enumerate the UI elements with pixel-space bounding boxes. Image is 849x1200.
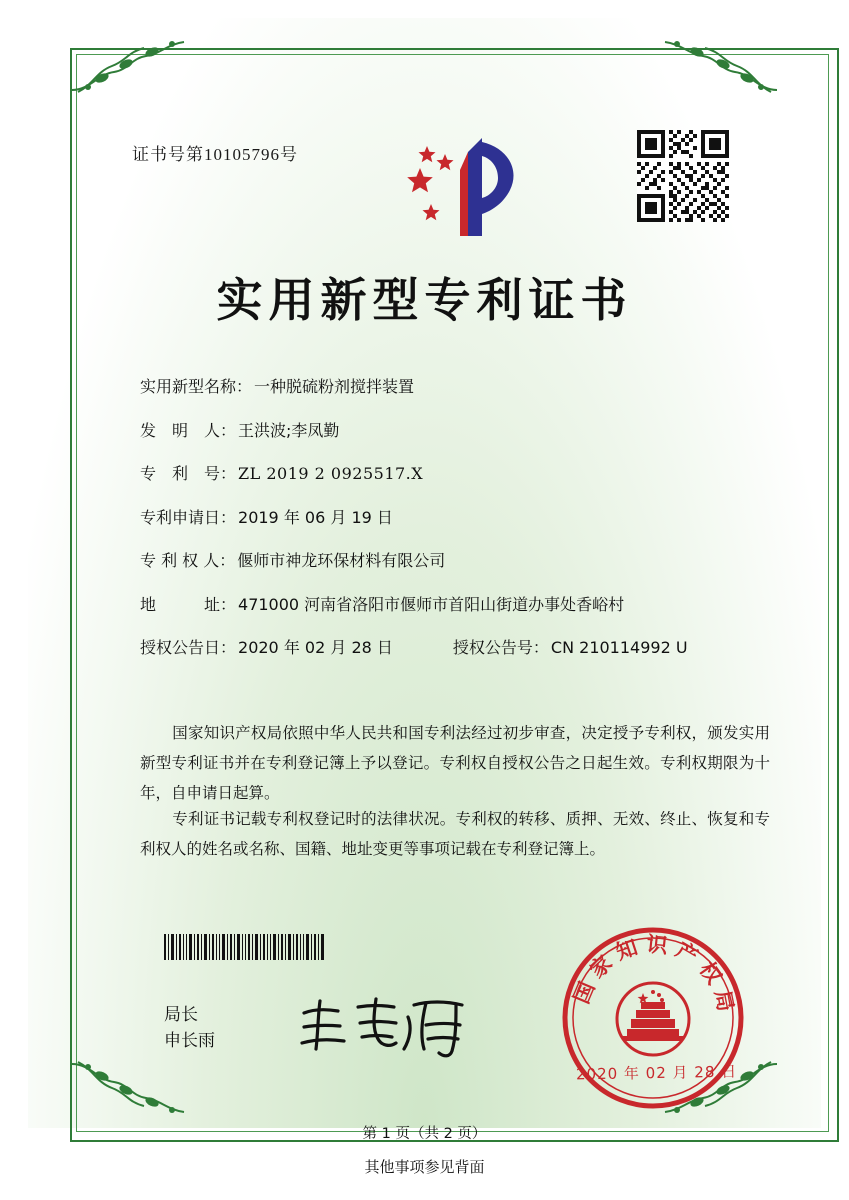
field-row-address <box>140 592 780 615</box>
field-label: 地 址： <box>140 594 237 614</box>
field-value: 2019 年 06 月 19 日 <box>238 507 393 527</box>
signature-role: 局长 <box>164 1005 198 1025</box>
signature-name: 申长雨 <box>164 1031 215 1051</box>
footer-note: 其他事项参见背面 <box>364 1158 485 1176</box>
field-label: 实用新型名称： <box>140 377 253 396</box>
field-row-application-date <box>140 505 780 528</box>
paragraph-text: 国家知识产权局依照中华人民共和国专利法经过初步审查，决定授予专利权，颁发实用新型专利证书并在专利登记簿上予以登记。专利权自授权公告之日起生效。专利权期限为十年，自申请日起算。 <box>140 724 770 802</box>
signature-block <box>164 1002 215 1054</box>
grant-number-label: 授权公告号： <box>452 638 549 657</box>
field-label: 发 明 人： <box>140 420 237 440</box>
cnipa-emblem-icon <box>398 126 538 246</box>
field-label: 专 利 权 人： <box>140 551 236 570</box>
field-value: 471000 河南省洛阳市偃师市首阳山街道办事处香峪村 <box>238 594 625 614</box>
seal-date: 2020 年 02 月 28 日 <box>575 1062 738 1084</box>
page-title: 实用新型专利证书 <box>216 273 633 327</box>
field-row-grant <box>140 635 780 658</box>
grant-number-value: CN 210114992 U <box>550 638 688 657</box>
legal-paragraph-2 <box>140 804 770 864</box>
official-seal-icon <box>558 923 748 1113</box>
legal-paragraph-1 <box>140 718 770 808</box>
grant-date-label: 授权公告日： <box>140 638 237 657</box>
grant-date-value: 2020 年 02 月 28 日 <box>238 638 393 657</box>
page-indicator: 第 1 页（共 2 页） <box>362 1126 487 1142</box>
field-label: 专利申请日： <box>140 507 237 527</box>
handwritten-signature-icon <box>296 993 496 1063</box>
field-row-patentee <box>140 548 780 571</box>
certificate-sheet <box>28 18 821 1142</box>
field-value: 王洪波;李凤勤 <box>238 420 340 440</box>
field-value: 偃师市神龙环保材料有限公司 <box>237 551 446 570</box>
field-value: 一种脱硫粉剂搅拌装置 <box>254 377 415 396</box>
barcode-icon <box>164 934 324 960</box>
certificate-fields <box>140 374 780 679</box>
field-row-inventor <box>140 418 780 441</box>
field-row-patent-number <box>140 461 780 484</box>
svg-text:国家知识产权局: 国家知识产权局 <box>569 932 740 1021</box>
field-row-utility-model-name <box>140 374 780 397</box>
certificate-number: 证书号第10105796号 <box>132 145 298 164</box>
field-label: 专 利 号： <box>140 464 237 483</box>
qr-code-icon <box>637 130 729 222</box>
field-value: ZL 2019 2 0925517.X <box>238 464 424 483</box>
paragraph-text: 专利证书记载专利权登记时的法律状况。专利权的转移、质押、无效、终止、恢复和专利权人的姓名或名称、国籍、地址变更等事项记载在专利登记簿上。 <box>140 810 770 858</box>
